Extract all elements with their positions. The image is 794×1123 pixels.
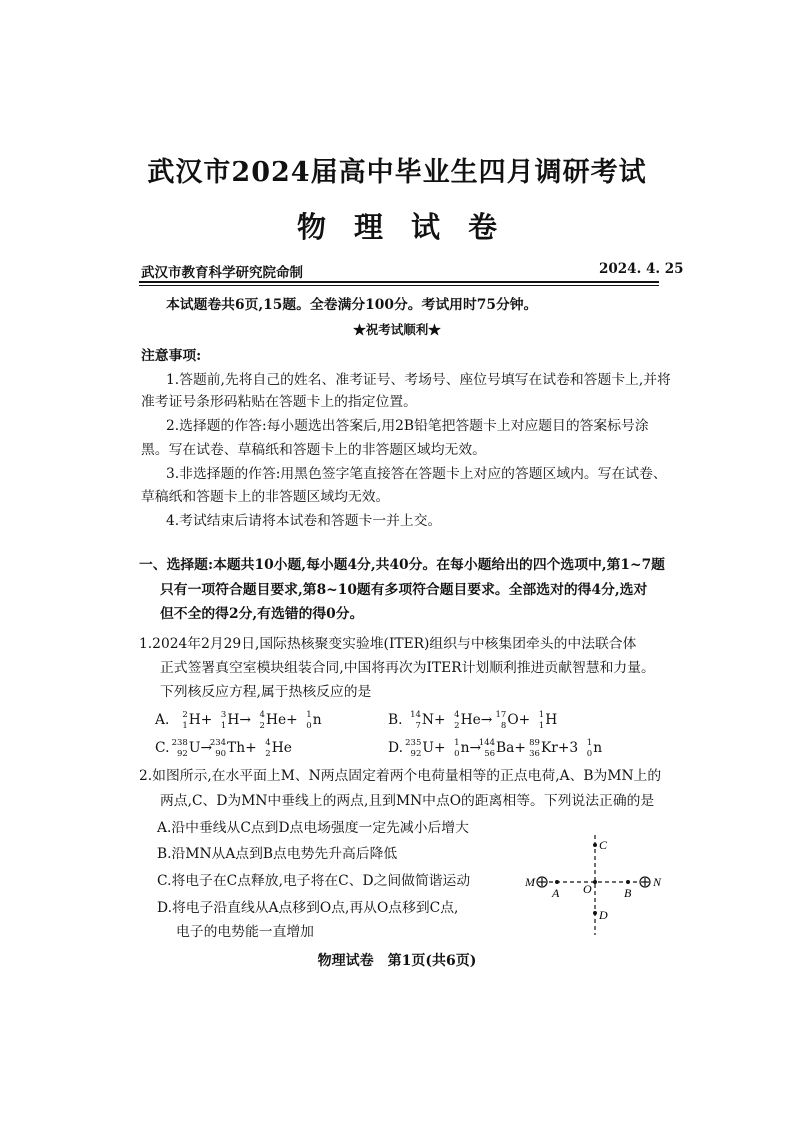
- subject-char: 试: [411, 210, 441, 244]
- point-d: [593, 911, 597, 915]
- label-m: M: [525, 875, 535, 889]
- q2-option-a: A.沿中垂线从C点到D点电场强度一定先减小后增大: [157, 820, 469, 836]
- q1-option-b: B. 14 7 N+ 4 2 He→ 17 8 O+ 1 1 H: [388, 709, 558, 731]
- subject-char: 理: [353, 210, 383, 244]
- point-b: [626, 880, 630, 884]
- question-2-stem: 两点,C、D为MN中垂线上的两点,且到MN中点O的距离相等。下列说法正确的是: [160, 793, 655, 809]
- q1-option-a: A. 2 1 H+ 3 1 H→ 4 2 He+ 1 0 n: [155, 709, 322, 731]
- question-1-stem: 正式签署真空室模块组装合同,中国将再次为ITER计划顺利推进贡献智慧和力量。: [160, 660, 655, 676]
- notice-line: 1.答题前,先将自己的姓名、准考证号、考场号、座位号填写在试卷和答题卡上,并将: [166, 372, 671, 388]
- question-1-stem: 下列核反应方程,属于热核反应的是: [160, 684, 372, 700]
- q2-option-d-cont: 电子的电势能一直增加: [176, 924, 314, 940]
- q1-option-c: C. 238 92 U→ 234 90 Th+ 4 2 He: [155, 737, 292, 759]
- notice-line: 3.非选择题的作答:用黑色签字笔直接答在答题卡上对应的答题区域内。写在试卷、: [166, 466, 667, 482]
- page-footer: 物理试卷 第1页(共6页): [317, 953, 477, 969]
- exam-title: 武汉市2024届高中毕业生四月调研考试: [147, 157, 647, 188]
- exam-summary: 本试题卷共6页,15题。全卷满分100分。考试用时75分钟。: [166, 297, 538, 313]
- blessing: ★祝考试顺利★: [353, 322, 441, 337]
- q2-option-d: D.将电子沿直线从A点移到O点,再从O点移到C点,: [157, 900, 459, 916]
- q2-option-b: B.沿MN从A点到B点电势先升高后降低: [157, 846, 398, 862]
- notice-line: 草稿纸和答题卡上的非答题区域均无效。: [141, 489, 390, 505]
- subject-char: 卷: [468, 210, 498, 244]
- point-a: [555, 880, 559, 884]
- charge-field-diagram: [520, 835, 670, 935]
- subject-char: 物: [296, 210, 326, 244]
- section-heading-line: 只有一项符合题目要求,第8~10题有多项符合题目要求。全部选对的得4分,选对: [160, 582, 648, 598]
- section-heading: 一、选择题:本题共10小题,每小题4分,共40分。在每小题给出的四个选项中,第1~7题: [139, 557, 665, 573]
- section-heading-line: 但不全的得2分,有选错的得0分。: [160, 606, 364, 622]
- notice-line: 4.考试结束后请将本试卷和答题卡一并上交。: [166, 513, 442, 529]
- notice-title: 注意事项:: [141, 348, 202, 364]
- q2-option-c: C.将电子在C点释放,电子将在C、D之间做简谐运动: [157, 873, 471, 889]
- point-c: [593, 843, 597, 847]
- label-d: D: [599, 908, 608, 922]
- q1-option-d: D. 235 92 U+ 1 0 n→ 144 56 Ba+ 89 36 Kr+3 1 0 n: [388, 737, 603, 759]
- header-rule: [139, 281, 659, 283]
- header-rule-thin: [139, 285, 659, 286]
- notice-line: 2.选择题的作答:每小题选出答案后,用2B铅笔把答题卡上对应题目的答案标号涂: [166, 418, 649, 434]
- label-c: C: [599, 838, 608, 852]
- label-b: B: [624, 886, 632, 900]
- question-2-stem: 2.如图所示,在水平面上M、N两点固定着两个电荷量相等的正点电荷,A、B为MN上的: [139, 768, 662, 784]
- subject-title: [0, 205, 794, 246]
- question-1-stem: 1.2024年2月29日,国际热核聚变实验堆(ITER)组织与中核集团牵头的中法联合体: [139, 636, 637, 652]
- exam-date: 2024. 4. 25: [599, 261, 684, 277]
- label-a: A: [552, 886, 560, 900]
- notice-line: 准考证号条形码粘贴在答题卡上的指定位置。: [141, 394, 417, 410]
- label-n: N: [653, 875, 662, 889]
- point-o: [593, 880, 597, 884]
- notice-line: 黑。写在试卷、草稿纸和答题卡上的非答题区域均无效。: [141, 442, 486, 458]
- label-o: O: [583, 882, 592, 896]
- issuing-org: 武汉市教育科学研究院命制: [141, 265, 303, 281]
